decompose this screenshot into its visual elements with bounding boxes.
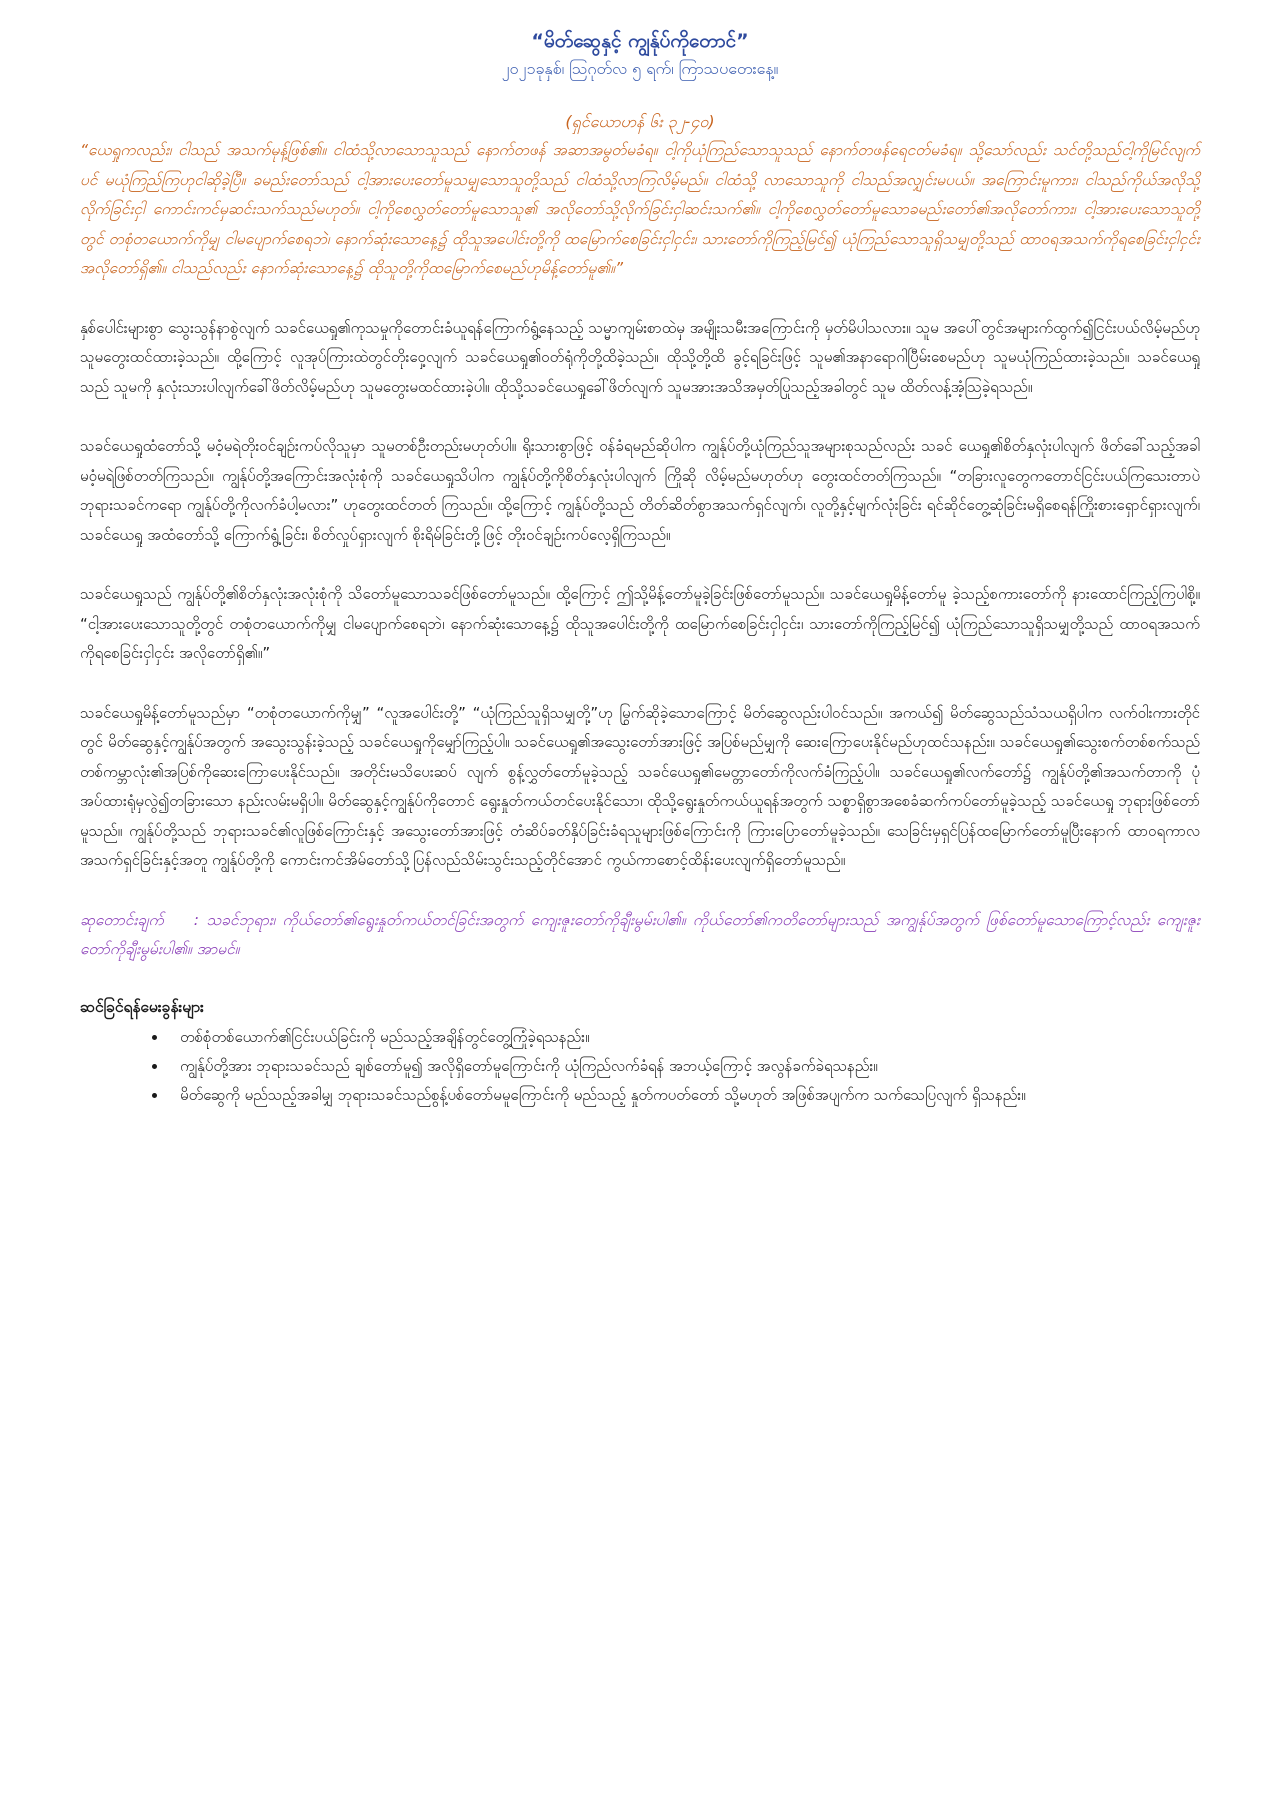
prayer-block <box>80 906 1200 965</box>
questions-list <box>80 1023 1200 1110</box>
body-paragraph-3: သခင်ယေရှုသည် ကျွန်ုပ်တို့၏စိတ်နှလုံးအလုံးစုံကို သိတော်မူသောသခင်ဖြစ်တော်မူသည်။ ထို့ကြောင့် ဤသို့မိန့်တော်မူခဲ့ခြင်းဖြစ်တော်မူသည်။ သခင်ယေရှုမိန့်တော်မူ ခဲ့သည့်စကားတော်ကို နားထောင်ကြည့်ကြပါစို့။ “ငါ့အားပေးသောသူတို့တွင် တစုံတယောက်ကိုမျှ ငါမပျောက်စေရဘဲ၊ နောက်ဆုံးသောနေ့၌ ထိုသူအပေါင်းတို့ကို ထမြောက်စေခြင်းငှါငှင်း၊ သားတော်ကိုကြည့်မြင်၍ ယုံကြည်သောသူရှိသမျှတို့သည် ထာဝရအသက်ကိုရစေခြင်းငှါငှင်း အလိုတော်ရှိ၏။” <box>80 585 1200 662</box>
body-paragraph-2: သခင်ယေရှုထံတော်သို့ မဝံ့မရဲတိုးဝင်ချဉ်းကပ်လိုသူမှာ သူမတစ်ဦးတည်းမဟုတ်ပါ။ ရိုးသားစွာဖြင့် ဝန်ခံရမည်ဆိုပါက ကျွန်ုပ်တို့ယုံကြည်သူအများစုသည်လည်း သခင် ယေရှု၏စိတ်နှလုံးပါလျက် ဖိတ်ခေါ်သည့်အခါ မဝံ့မရဲဖြစ်တတ်ကြသည်။ ကျွန်ုပ်တို့အကြောင်းအလုံးစုံကို သခင်ယေရှုသိပါက ကျွန်ုပ်တို့ကိုစိတ်နှလုံးပါလျက် ကြိုဆို လိမ့်မည်မဟုတ်ဟု တွေးထင်တတ်ကြသည်။ “တခြားလူတွေကတောင်ငြင်းပယ်ကြသေးတာပဲ ဘုရားသခင်ကရော ကျွန်ုပ်တို့ကိုလက်ခံပါ့မလား” ဟုတွေးထင်တတ် ကြသည်။ ထို့ကြောင့် ကျွန်ုပ်တို့သည် တိတ်ဆိတ်စွာအသက်ရှင်လျက်၊ လူတို့နှင့်မျက်လုံးခြင်း ရင်ဆိုင်တွေ့ဆုံခြင်းမရှိစေရန်ကြိုးစားရှောင်ရှားလျက်၊ သခင်ယေရှု အထံတော်သို့ ကြောက်ရွံ့ခြင်း၊ စိတ်လှုပ်ရှားလျက် စိုးရိမ်ခြင်းတို့ဖြင့် တိုးဝင်ချဉ်းကပ်လေ့ရှိကြသည်။ <box>80 437 1200 544</box>
prayer-label: ဆုတောင်းချက် <box>80 910 164 929</box>
scripture-text: “ယေရှုကလည်း၊ ငါသည် အသက်မုန့်ဖြစ်၏။ ငါထံသို့လာသောသူသည် နောက်တဖန် အဆာအမွတ်မခံရ။ ငါ့ကိုယုံကြည်သောသူသည် နောက်တဖန်ရေငတ်မခံရ။ သို့သော်လည်း သင်တို့သည်ငါ့ကိုမြင်လျက်ပင် မယုံကြည်ကြဟုငါဆိုခဲ့ပြီ။ ခမည်းတော်သည် ငါ့အားပေးတော်မူသမျှသောသူတို့သည် ငါထံသို့လာကြလိမ့်မည်။ ငါထံသို့ လာသောသူကို ငါသည်အလျှင်းမပယ်။ အကြောင်းမူကား၊ ငါသည်ကိုယ်အလိုသို့လိုက်ခြင်းငှါ ကောင်းကင်မှဆင်းသက်သည်မဟုတ်။ ငါ့ကိုစေလွှတ်တော်မူသောသူ၏ အလိုတော်သို့လိုက်ခြင်းငှါဆင်းသက်၏။ ငါ့ကိုစေလွှတ်တော်မူသောခမည်းတော်၏အလိုတော်ကား၊ ငါ့အားပေးသောသူတို့တွင် တစုံတယောက်ကိုမျှ ငါမပျောက်စေရဘဲ၊ နောက်ဆုံးသောနေ့၌ ထိုသူအပေါင်းတို့ကို ထမြောက်စေခြင်းငှါငှင်း၊ သားတော်ကိုကြည့်မြင်၍ ယုံကြည်သောသူရှိသမျှတို့သည် ထာဝရအသက်ကိုရစေခြင်းငှါငှင်း အလိုတော်ရှိ၏။ ငါသည်လည်း နောက်ဆုံးသောနေ့၌ ထိုသူတို့ကိုထမြောက်စေမည်ဟုမိန့်တော်မူ၏။” <box>80 141 1200 277</box>
question-item-2: • ကျွန်ုပ်တို့အား ဘုရားသခင်သည် ချစ်တော်မူ၍ အလိုရှိတော်မူကြောင်းကို ယုံကြည်လက်ခံရန် အဘယ့်ကြောင့် အလွန်ခက်ခဲရသနည်း။ <box>168 1052 1200 1081</box>
page-dateline: ၂၀၂၁ခုနှစ်၊ ဩဂုတ်လ ၅ ရက်၊ ကြာသပတေးနေ့။ <box>501 59 779 78</box>
question-item-1: • တစ်စုံတစ်ယောက်၏ငြင်းပယ်ခြင်းကို မည်သည့်အချိန်တွင်တွေ့ကြုံခဲ့ရသနည်း။ <box>168 1023 1200 1052</box>
question-item-3: • မိတ်ဆွေကို မည်သည့်အခါမျှ ဘုရားသခင်သည်စွန့်ပစ်တော်မမူကြောင်းကို မည်သည့် နှုတ်ကပတ်တော် သို့မဟုတ် အဖြစ်အပျက်က သက်သေပြလျက် ရှိသနည်း။ <box>168 1081 1200 1110</box>
scripture-reference: (ရှင်ယောဟန် ၆း ၃၂-၄၀) <box>565 112 715 131</box>
devotional-page <box>80 26 1200 1110</box>
page-title: “မိတ်ဆွေနှင့် ကျွန်ုပ်ကိုတောင်” <box>531 30 749 52</box>
prayer-text: : သခင်ဘုရား၊ ကိုယ်တော်၏ရွေးနှုတ်ကယ်တင်ခြင်းအတွက် ကျေးဇူးတော်ကိုချီးမွမ်းပါ၏။ ကိုယ်တော်၏ကတိတော်များသည် အကျွန်ုပ်အတွက် ဖြစ်တော်မူသောကြောင့်လည်း ကျေးဇူးတော်ကိုချီးမွမ်းပါ၏။ အာမင်။ <box>80 910 1200 958</box>
questions-heading: ဆင်ခြင်ရန်မေးခွန်းများ <box>80 997 204 1016</box>
body-paragraph-1: နှစ်ပေါင်းများစွာ သွေးသွန်နာစွဲလျက် သခင်ယေရှု၏ကုသမှုကိုတောင်းခံယူရန်ကြောက်ရွံ့နေသည့် သမ္မာကျမ်းစာထဲမှ အမျိုးသမီးအကြောင်းကို မှတ်မိပါသလား။ သူမ အပေါ်တွင်အများက်ထွက်၍ငြင်းပယ်လိမ့်မည်ဟု သူမတွေးထင်ထားခဲ့သည်။ ထို့ကြောင့် လူအုပ်ကြားထဲတွင်တိုးဝှေ့လျက် သခင်ယေရှု၏ဝတ်ရုံကိုတို့ထိခဲ့သည်။ ထိုသို့တို့ထိ ခွင့်ရခြင်းဖြင့် သူမ၏အနာရောဂါပြီမ်းစေမည်ဟု သူမယုံကြည်ထားခဲ့သည်။ သခင်ယေရှုသည် သူမကို နှလုံးသားပါလျက်ခေါ်ဖိတ်လိမ့်မည်ဟု သူမတွေးမထင်ထားခဲ့ပါ။ ထိုသို့သခင်ယေရှုခေါ်ဖိတ်လျက် သူမအားအသိအမှတ်ပြုသည့်အခါတွင် သူမ ထိတ်လန့်အံ့ဩခဲ့ရသည်။ <box>80 318 1200 396</box>
body-paragraph-4: သခင်ယေရှုမိန့်တော်မူသည်မှာ “တစုံတယောက်ကိုမျှ” “လူအပေါင်းတို့” “ယုံကြည်သူရှိသမျှတို့”ဟု မြွက်ဆိုခဲ့သောကြောင့် မိတ်ဆွေလည်းပါဝင်သည်။ အကယ်၍ မိတ်ဆွေသည်သံသယရှိပါက လက်ဝါးကားတိုင်တွင် မိတ်ဆွေနှင့်ကျွန်ုပ်အတွက် အသွေးသွန်းခဲ့သည့် သခင်ယေရှုကိုမျှော်ကြည့်ပါ။ သခင်ယေရှု၏အသွေးတော်အားဖြင့် အပြစ်မည်မျှကို ဆေးကြောပေးနိုင်မည်ဟုထင်သနည်း။ သခင်ယေရှု၏သွေးစက်တစ်စက်သည် တစ်ကမ္ဘာလုံး၏အပြစ်ကိုဆေးကြောပေးနိုင်သည်။ အတိုင်းမသိပေးဆပ် လျက် စွန့်လွှတ်တော်မူခဲ့သည့် သခင်ယေရှု၏မေတ္တာတော်ကိုလက်ခံကြည့်ပါ။ သခင်ယေရှု၏လက်တော်၌ ကျွန်ုပ်တို့၏အသက်တာကို ပုံအပ်ထားရုံမှလွဲ၍တခြားသော နည်းလမ်းမရှိပါ။ မိတ်ဆွေနှင့်ကျွန်ုပ်ကိုတောင် ရွေးနှုတ်ကယ်တင်ပေးနိုင်သော၊ ထိုသို့ရွေးနှုတ်ကယ်ယူရန်အတွက် သစ္စာရှိစွာအစေခံဆက်ကပ်တော်မူခဲ့သည့် သခင်ယေရှု ဘုရားဖြစ်တော်မူသည်။ ကျွန်ုပ်တို့သည် ဘုရားသခင်၏လူဖြစ်ကြောင်းနှင့် အသွေးတော်အားဖြင့် တံဆိပ်ခတ်နှိပ်ခြင်းခံရသူများဖြစ်ကြောင်းကို ကြားပြောတော်မူခဲ့သည်။ သေခြင်းမှရှင်ပြန်ထမြောက်တော်မူပြီးနောက် ထာဝရကာလအသက်ရှင်ခြင်းနှင့်အတူ ကျွန်ုပ်တို့ကို ကောင်းကင်အိမ်တော်သို့ပြန်လည်သိမ်းသွင်းသည့်တိုင်အောင် ကွယ်ကာစောင့်ထိန်းပေးလျက်ရှိတော်မူသည်။ <box>80 703 1200 869</box>
